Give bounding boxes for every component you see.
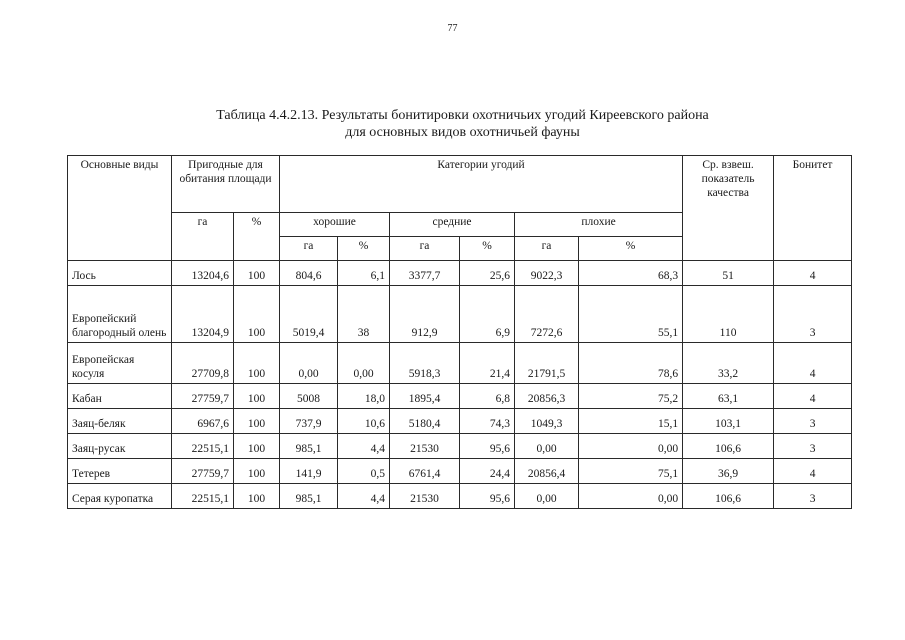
cell-bonitet: 3 [774, 409, 852, 434]
cell-good-pct: 6,1 [338, 261, 390, 286]
cell-species: Европейский благородный олень [68, 286, 172, 343]
cell-species: Заяц-беляк [68, 409, 172, 434]
table-row [68, 343, 852, 384]
header-poor: плохие [515, 213, 683, 237]
cell-species: Европейская косуля [68, 343, 172, 384]
cell-area-ha: 13204,6 [172, 261, 234, 286]
header-categories: Категории угодий [280, 156, 683, 213]
cell-poor-pct: 78,6 [579, 343, 683, 384]
cell-medium-ha: 21530 [390, 434, 460, 459]
header-medium-ha: га [390, 237, 460, 261]
cell-area-pct: 100 [234, 286, 280, 343]
cell-quality: 33,2 [683, 343, 774, 384]
cell-good-ha: 804,6 [280, 261, 338, 286]
table-caption [0, 107, 905, 141]
cell-poor-pct: 15,1 [579, 409, 683, 434]
cell-medium-ha: 6761,4 [390, 459, 460, 484]
header-species: Основные виды [68, 156, 172, 261]
table-row [68, 484, 852, 509]
cell-species: Тетерев [68, 459, 172, 484]
header-bonitet: Бонитет [774, 156, 852, 261]
cell-bonitet: 4 [774, 343, 852, 384]
cell-quality: 51 [683, 261, 774, 286]
cell-species: Серая куропатка [68, 484, 172, 509]
cell-medium-pct: 21,4 [460, 343, 515, 384]
cell-medium-pct: 74,3 [460, 409, 515, 434]
cell-good-pct: 10,6 [338, 409, 390, 434]
cell-good-ha: 737,9 [280, 409, 338, 434]
cell-quality: 106,6 [683, 484, 774, 509]
cell-quality: 110 [683, 286, 774, 343]
cell-area-ha: 22515,1 [172, 434, 234, 459]
cell-area-pct: 100 [234, 484, 280, 509]
cell-good-ha: 5019,4 [280, 286, 338, 343]
cell-area-ha: 22515,1 [172, 484, 234, 509]
cell-medium-ha: 21530 [390, 484, 460, 509]
cell-good-ha: 985,1 [280, 434, 338, 459]
cell-medium-pct: 6,9 [460, 286, 515, 343]
cell-medium-pct: 25,6 [460, 261, 515, 286]
header-good-pct: % [338, 237, 390, 261]
cell-medium-pct: 24,4 [460, 459, 515, 484]
cell-medium-ha: 1895,4 [390, 384, 460, 409]
caption-line-2: для основных видов охотничьей фауны [345, 125, 580, 140]
table-row [68, 409, 852, 434]
cell-area-ha: 27759,7 [172, 384, 234, 409]
cell-good-ha: 985,1 [280, 484, 338, 509]
cell-area-pct: 100 [234, 409, 280, 434]
cell-bonitet: 4 [774, 384, 852, 409]
cell-area-pct: 100 [234, 459, 280, 484]
cell-area-ha: 27709,8 [172, 343, 234, 384]
cell-good-ha: 141,9 [280, 459, 338, 484]
cell-poor-pct: 68,3 [579, 261, 683, 286]
cell-poor-ha: 7272,6 [515, 286, 579, 343]
header-quality: Ср. взвеш. показатель качества [683, 156, 774, 261]
cell-good-pct: 0,5 [338, 459, 390, 484]
cell-poor-pct: 0,00 [579, 484, 683, 509]
bonitet-table [67, 155, 852, 509]
header-good-ha: га [280, 237, 338, 261]
cell-good-ha: 5008 [280, 384, 338, 409]
cell-poor-ha: 21791,5 [515, 343, 579, 384]
cell-medium-pct: 95,6 [460, 434, 515, 459]
header-area-ha: га [172, 213, 234, 261]
table-row [68, 434, 852, 459]
cell-poor-ha: 20856,4 [515, 459, 579, 484]
cell-good-pct: 38 [338, 286, 390, 343]
header-medium-pct: % [460, 237, 515, 261]
cell-area-pct: 100 [234, 384, 280, 409]
cell-quality: 103,1 [683, 409, 774, 434]
page-number: 77 [447, 23, 458, 34]
header-suitable-area: Пригодные для обитания площади [172, 156, 280, 213]
header-poor-ha: га [515, 237, 579, 261]
cell-area-ha: 13204,9 [172, 286, 234, 343]
cell-area-pct: 100 [234, 434, 280, 459]
cell-medium-ha: 5180,4 [390, 409, 460, 434]
cell-good-pct: 4,4 [338, 484, 390, 509]
table-row [68, 286, 852, 343]
table-row [68, 384, 852, 409]
header-medium: средние [390, 213, 515, 237]
table-row [68, 261, 852, 286]
cell-good-pct: 18,0 [338, 384, 390, 409]
caption-line-1: Таблица 4.4.2.13. Результаты бонитировки охотничьих угодий Киреевского района [216, 108, 709, 123]
cell-area-ha: 6967,6 [172, 409, 234, 434]
header-good: хорошие [280, 213, 390, 237]
cell-good-ha: 0,00 [280, 343, 338, 384]
cell-poor-ha: 0,00 [515, 434, 579, 459]
cell-bonitet: 3 [774, 286, 852, 343]
cell-species: Лось [68, 261, 172, 286]
cell-species: Заяц-русак [68, 434, 172, 459]
cell-bonitet: 3 [774, 434, 852, 459]
cell-medium-ha: 3377,7 [390, 261, 460, 286]
cell-poor-pct: 0,00 [579, 434, 683, 459]
cell-poor-pct: 55,1 [579, 286, 683, 343]
cell-area-pct: 100 [234, 343, 280, 384]
cell-poor-ha: 0,00 [515, 484, 579, 509]
cell-bonitet: 4 [774, 261, 852, 286]
header-area-pct: % [234, 213, 280, 261]
cell-bonitet: 3 [774, 484, 852, 509]
table-header [68, 156, 852, 261]
cell-poor-ha: 20856,3 [515, 384, 579, 409]
cell-good-pct: 0,00 [338, 343, 390, 384]
cell-good-pct: 4,4 [338, 434, 390, 459]
table-body [68, 261, 852, 509]
cell-poor-ha: 9022,3 [515, 261, 579, 286]
cell-quality: 106,6 [683, 434, 774, 459]
cell-medium-ha: 5918,3 [390, 343, 460, 384]
header-poor-pct: % [579, 237, 683, 261]
cell-quality: 36,9 [683, 459, 774, 484]
cell-poor-ha: 1049,3 [515, 409, 579, 434]
cell-poor-pct: 75,1 [579, 459, 683, 484]
table-row [68, 459, 852, 484]
cell-area-ha: 27759,7 [172, 459, 234, 484]
cell-bonitet: 4 [774, 459, 852, 484]
cell-species: Кабан [68, 384, 172, 409]
cell-poor-pct: 75,2 [579, 384, 683, 409]
cell-quality: 63,1 [683, 384, 774, 409]
cell-medium-pct: 95,6 [460, 484, 515, 509]
cell-area-pct: 100 [234, 261, 280, 286]
cell-medium-ha: 912,9 [390, 286, 460, 343]
cell-medium-pct: 6,8 [460, 384, 515, 409]
